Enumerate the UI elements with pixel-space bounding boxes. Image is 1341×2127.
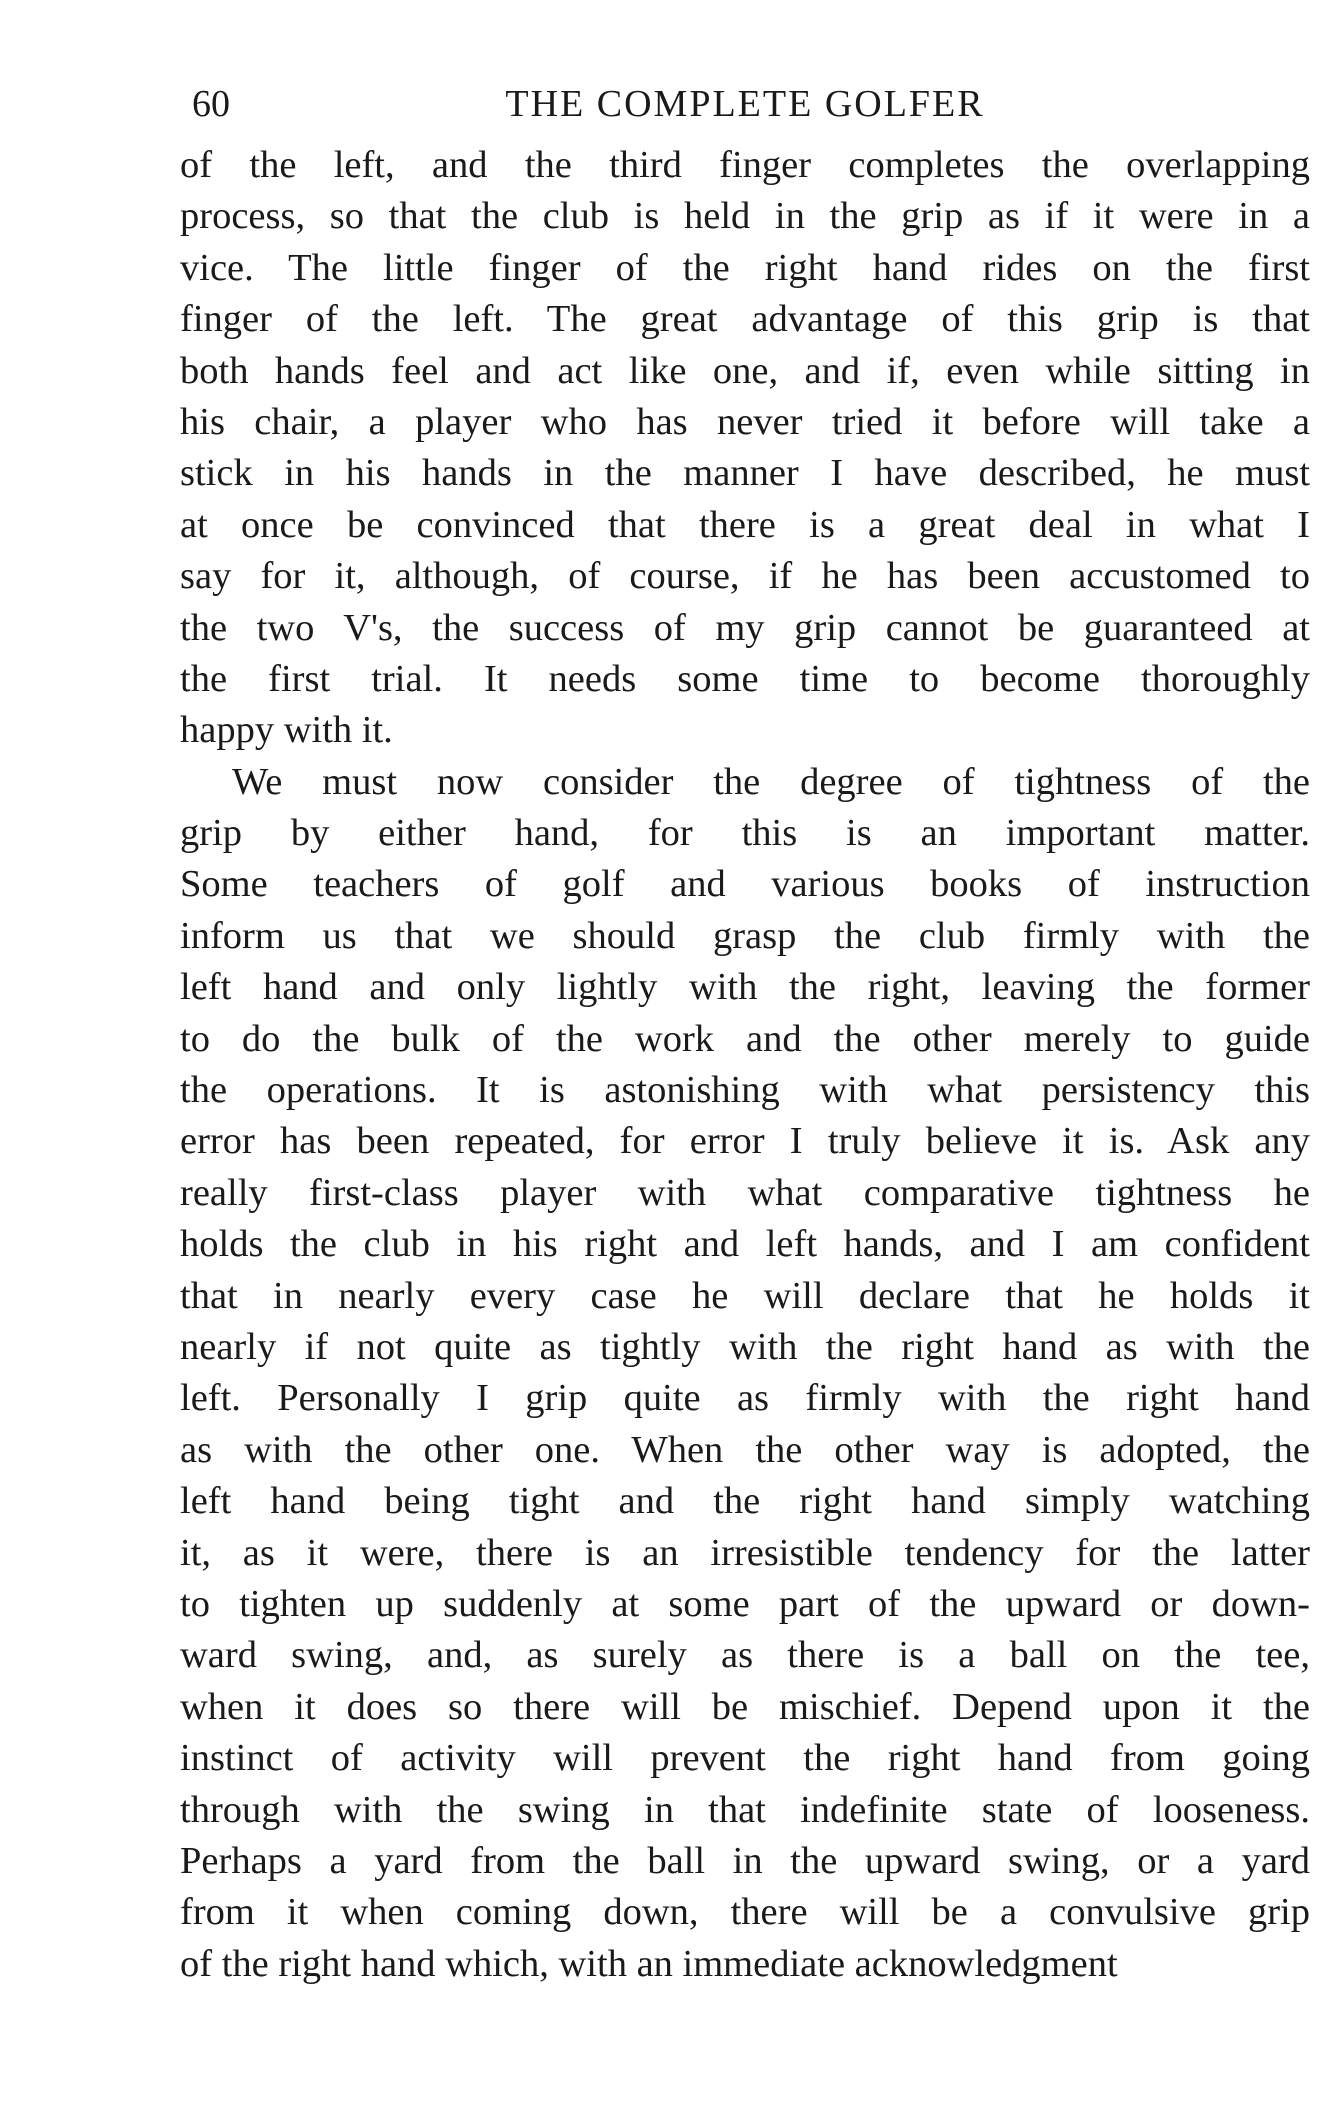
paragraph — [180, 757, 1310, 1990]
text-line: instinct of activity will prevent the right hand from going — [180, 1737, 1310, 1780]
text-line: stick in his hands in the manner I have described, he must — [180, 452, 1310, 495]
text-line: left hand and only lightly with the right, leaving the former — [180, 966, 1310, 1009]
text-line: error has been repeated, for error I truly believe it is. Ask any — [180, 1120, 1310, 1163]
body-text — [180, 140, 1310, 1990]
text-line: his chair, a player who has never tried it before will take a — [180, 400, 1310, 443]
text-line: left. Personally I grip quite as firmly with the right hand — [180, 1377, 1310, 1420]
text-line: grip by either hand, for this is an important matter. — [180, 812, 1310, 855]
text-line: the two V's, the success of my grip cannot be guaranteed at — [180, 606, 1310, 649]
text-line: it, as it were, there is an irresistible tendency for the latter — [180, 1531, 1310, 1574]
text-line: at once be convinced that there is a great deal in what I — [180, 503, 1310, 546]
text-line: of the right hand which, with an immediate acknowledgment — [180, 1942, 1118, 1985]
text-line: process, so that the club is held in the grip as if it were in a — [180, 195, 1310, 238]
text-line: happy with it. — [180, 709, 393, 752]
text-line: say for it, although, of course, if he has been accustomed to — [180, 555, 1310, 598]
text-line: the operations. It is astonishing with what persistency this — [180, 1069, 1310, 1112]
text-line: inform us that we should grasp the club firmly with the — [180, 914, 1310, 957]
text-line: the first trial. It needs some time to become thoroughly — [180, 657, 1310, 700]
text-line: finger of the left. The great advantage of this grip is that — [180, 298, 1310, 341]
text-line: through with the swing in that indefinite state of looseness. — [180, 1788, 1310, 1831]
text-line: ward swing, and, as surely as there is a ball on the tee, — [180, 1634, 1310, 1677]
text-line: vice. The little finger of the right hand rides on the first — [180, 246, 1310, 289]
text-line: holds the club in his right and left hands, and I am confident — [180, 1223, 1310, 1266]
text-line: both hands feel and act like one, and if, even while sitting in — [180, 349, 1310, 392]
page-number: 60 — [192, 83, 230, 125]
text-line: from it when coming down, there will be a convulsive grip — [180, 1891, 1310, 1934]
text-line: to tighten up suddenly at some part of the upward or down- — [180, 1582, 1310, 1625]
text-line: nearly if not quite as tightly with the right hand as with the — [180, 1325, 1310, 1368]
page-header — [180, 74, 1310, 134]
text-line: as with the other one. When the other way is adopted, the — [180, 1428, 1310, 1471]
text-line: of the left, and the third finger completes the overlapping — [180, 144, 1310, 186]
paragraph — [180, 140, 1310, 757]
running-title: THE COMPLETE GOLFER — [505, 83, 985, 125]
text-line: Perhaps a yard from the ball in the upward swing, or a yard — [180, 1839, 1310, 1882]
text-line: to do the bulk of the work and the other merely to guide — [180, 1017, 1310, 1060]
text-line: left hand being tight and the right hand simply watching — [180, 1480, 1310, 1523]
text-line: We must now consider the degree of tightness of the — [232, 760, 1310, 803]
text-line: when it does so there will be mischief. Depend upon it the — [180, 1685, 1310, 1728]
text-line: Some teachers of golf and various books of instruction — [180, 863, 1310, 906]
text-line: really first-class player with what comparative tightness he — [180, 1171, 1310, 1214]
text-line: that in nearly every case he will declare that he holds it — [180, 1274, 1310, 1317]
